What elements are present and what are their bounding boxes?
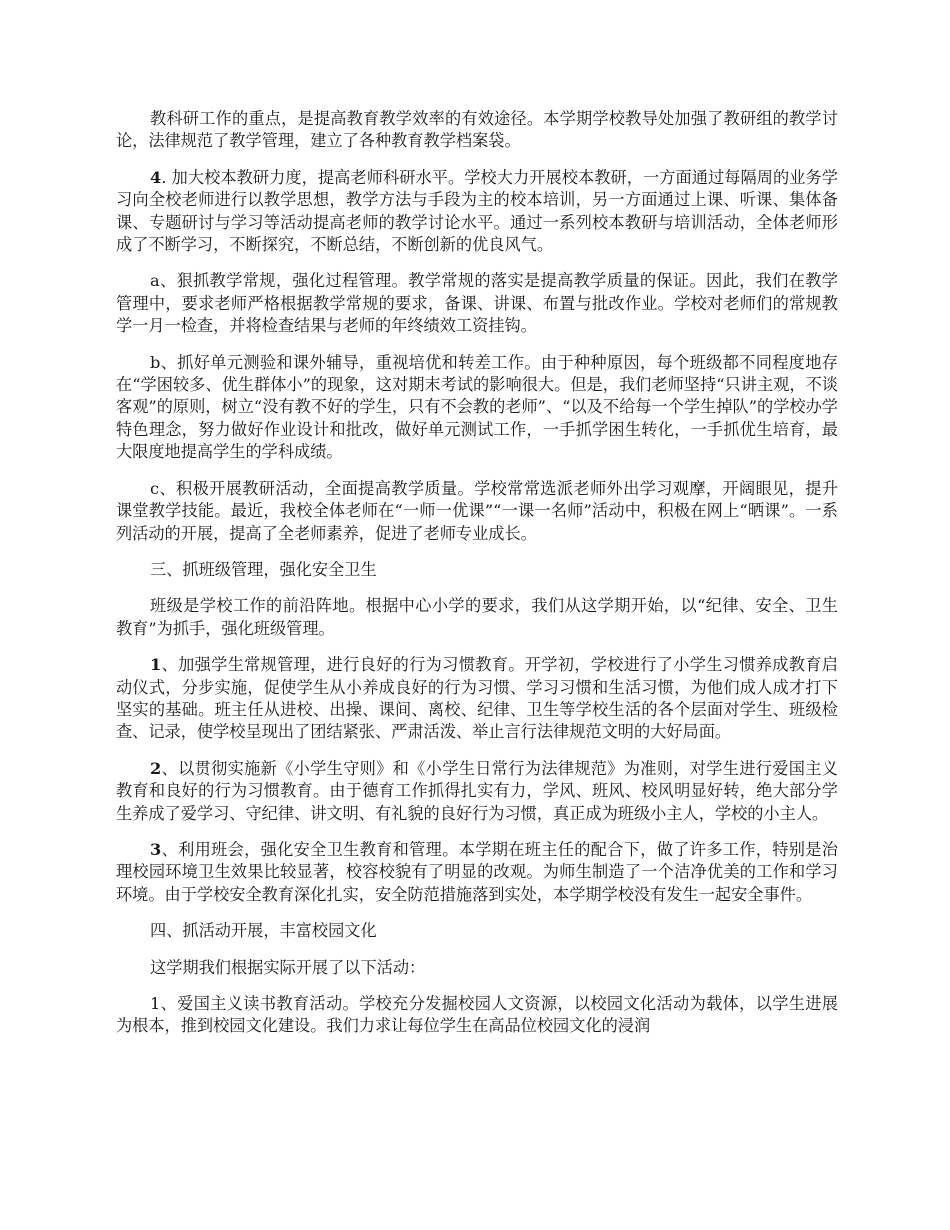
paragraph-9: [116, 839, 838, 906]
paragraph-1: [116, 108, 838, 153]
paragraph-text: c、积极开展教研活动，全面提高教学质量。学校常常选派老师外出学习观摩，开阔眼见，提升课堂教学技能。最近，我校全体老师在“一师一优课”“一课一名师”活动中，积极在网上“晒课”。一系列活动的开展，提高了全老师素养，促进了老师专业成长。: [116, 478, 838, 543]
paragraph-4: [116, 352, 838, 464]
document-body: [116, 108, 838, 1052]
paragraph-text: 1、爱国主义读书教育活动。学校充分发掘校园人文资源，以校园文化活动为载体，以学生进展为根本，推到校园文化建设。我们力求让每位学生在高品位校园文化的浸润: [116, 994, 838, 1036]
paragraph-text: 、以贯彻实施新《小学生守则》和《小学生日常行为法律规范》为准则，对学生进行爱国主义教育和良好的行为习惯教育。由于德育工作抓得扎实有力，学风、班风、校风明显好转，绝大部分学生养成了爱学习、守纪律、讲文明、有礼貌的良好行为习惯，真正成为班级小主人，学校的小主人。: [116, 758, 838, 823]
paragraph-text: a、狠抓教学常规，强化过程管理。教学常规的落实是提高教学质量的保证。因此，我们在教学管理中，要求老师严格根据教学常规的要求，备课、讲课、布置与批改作业。学校对老师们的常规教学一月一检查，并将检查结果与老师的年终绩效工资挂钩。: [116, 271, 838, 336]
paragraph-number: 2: [150, 758, 162, 778]
paragraph-text: 、加强学生常规管理，进行良好的行为习惯教育。开学初，学校进行了小学生习惯养成教育启动仪式，分步实施，促使学生从小养成良好的行为习惯、学习习惯和生活习惯，为他们成人成才打下坚实的基础。班主任从进校、出操、课间、离校、纪律、卫生等学校生活的各个层面对学生、班级检查、记录，使学校呈现出了团结紧张、严肃活泼、举止言行法律规范文明的大好局面。: [116, 655, 838, 742]
heading-text: 四、抓活动开展，丰富校园文化: [150, 921, 377, 941]
paragraph-3: [116, 270, 838, 337]
paragraph-10: [116, 957, 838, 979]
paragraph-text: 这学期我们根据实际开展了以下活动：: [150, 957, 426, 977]
paragraph-6: [116, 595, 838, 640]
paragraph-7: [116, 654, 838, 744]
paragraph-number: 4: [150, 167, 162, 187]
paragraph-2: [116, 167, 838, 257]
paragraph-number: 1: [150, 655, 162, 675]
heading-text: 三、抓班级管理，强化安全卫生: [150, 559, 377, 579]
section-heading-3: [116, 559, 838, 581]
paragraph-8: [116, 758, 838, 825]
paragraph-text: 教科研工作的重点，是提高教育教学效率的有效途径。本学期学校教导处加强了教研组的教学讨论，法律规范了教学管理，建立了各种教育教学档案袋。: [116, 109, 838, 151]
paragraph-11: [116, 993, 838, 1038]
paragraph-text: 班级是学校工作的前沿阵地。根据中心小学的要求，我们从这学期开始，以“纪律、安全、卫生教育”为抓手，强化班级管理。: [116, 596, 838, 638]
paragraph-5: [116, 478, 838, 545]
paragraph-text: 、利用班会，强化安全卫生教育和管理。本学期在班主任的配合下，做了许多工作，特别是治理校园环境卫生效果比较显著，校容校貌有了明显的改观。为师生制造了一个洁净优美的工作和学习环境。由于学校安全教育深化扎实，安全防范措施落到实处，本学期学校没有发生一起安全事件。: [116, 839, 838, 904]
section-heading-4: [116, 920, 838, 942]
paragraph-text: b、抓好单元测验和课外辅导，重视培优和转差工作。由于种种原因，每个班级都不同程度地存在“学困较多、优生群体小”的现象，这对期末考试的影响很大。但是，我们老师坚持“只讲主观，不谈客观”的原则，树立“没有教不好的学生，只有不会教的老师”、“以及不给每一个学生掉队”的学校办学特色理念，努力做好作业设计和批改，做好单元测试工作，一手抓学困生转化，一手抓优生培育，最大限度地提高学生的学科成绩。: [116, 352, 838, 462]
paragraph-text: . 加大校本教研力度，提高老师科研水平。学校大力开展校本教研，一方面通过每隔周的业务学习向全校老师进行以教学思想，教学方法与手段为主的校本培训，另一方面通过上课、听课、集体备课、专题研讨与学习等活动提高老师的教学讨论水平。通过一系列校本教研与培训活动，全体老师形成了不断学习，不断探究，不断总结，不断创新的优良风气。: [116, 167, 838, 255]
paragraph-number: 3: [150, 839, 162, 859]
